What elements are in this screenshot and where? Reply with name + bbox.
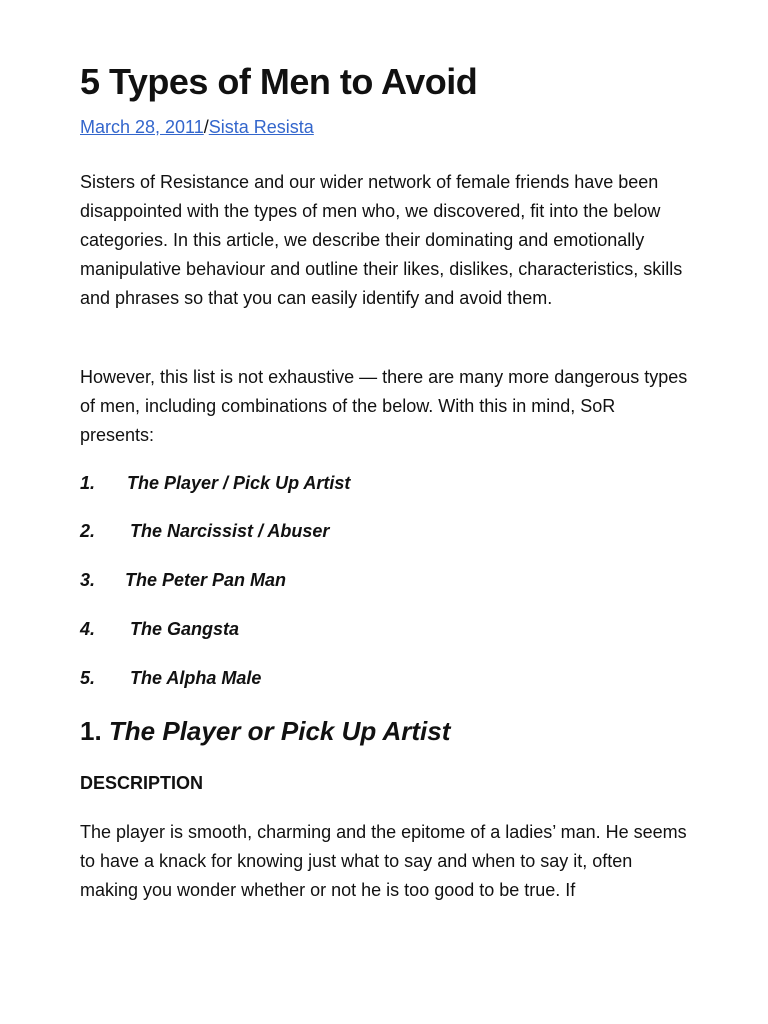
list-item-label: The Alpha Male: [130, 668, 262, 688]
list-item-label: The Narcissist / Abuser: [130, 521, 330, 541]
article-meta: [80, 114, 314, 140]
list-item-label: The Gangsta: [130, 619, 240, 639]
list-item-number: 1.: [80, 473, 96, 493]
list-item-number: 3.: [80, 570, 96, 590]
section-heading: [80, 712, 450, 750]
intro-paragraph: Sisters of Resistance and our wider network of female friends have been disappointed with the types of men who, we discovered, fit into the below categories. In this article, we describe their dominating and emotionally manipulative behaviour and outline their likes, dislikes, characteristics, skills and phrases so that you can easily identify and avoid them.: [80, 172, 683, 308]
date-link[interactable]: March 28, 2011: [80, 117, 204, 137]
section-number: 1.: [80, 716, 102, 746]
section-paragraph: The player is smooth, charming and the epitome of a ladies’ man. He seems to have a knack for knowing just what to say and when to say it, often making you wonder whether or not he is too good to be true. If: [80, 822, 687, 900]
list-item: [80, 665, 261, 691]
list-item-number: 4.: [80, 619, 96, 639]
meta-separator: /: [203, 117, 209, 137]
author-link[interactable]: Sista Resista: [208, 117, 314, 137]
list-item-label: The Peter Pan Man: [125, 570, 287, 590]
list-item-number: 5.: [80, 668, 96, 688]
list-item: [80, 567, 286, 593]
list-item: [80, 518, 329, 544]
article-title: 5 Types of Men to Avoid: [80, 61, 478, 102]
list-item-label: The Player / Pick Up Artist: [127, 473, 351, 493]
list-item: [80, 470, 350, 496]
section-title: The Player or Pick Up Artist: [108, 716, 451, 746]
list-item: [80, 616, 239, 642]
list-item-number: 2.: [80, 521, 96, 541]
second-paragraph: However, this list is not exhaustive — there are many more dangerous types of men, including combinations of the below. With this in mind, SoR presents:: [80, 367, 688, 445]
description-heading: DESCRIPTION: [80, 773, 204, 793]
